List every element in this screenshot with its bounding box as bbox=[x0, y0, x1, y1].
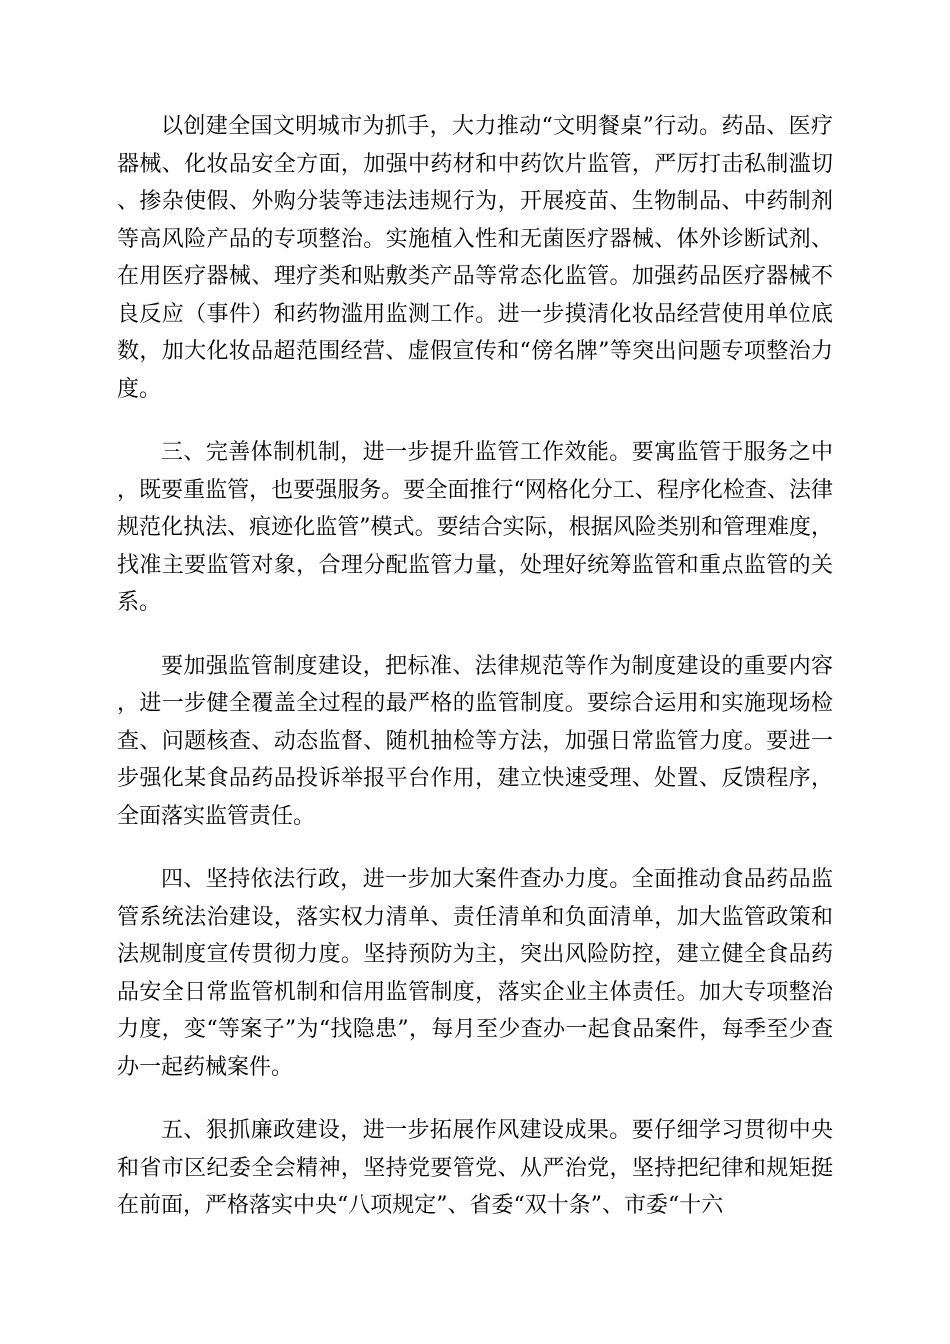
paragraph-section-four: 四、坚持依法行政，进一步加大案件查办力度。全面推动食品药品监管系统法治建设，落实权力清单、责任清单和负面清单，加大监管政策和法规制度宣传贯彻力度。坚持预防为主，突出风险防控，建立健全食品药品安全日常监管机制和信用监管制度，落实企业主体责任。加大专项整治力度，变“等案子”为“找隐患”，每月至少查办一起食品案件，每季至少查办一起药械案件。 bbox=[117, 867, 833, 1080]
paragraph-section-three: 三、完善体制机制，进一步提升监管工作效能。要寓监管于服务之中，既要重监管，也要强服务。要全面推行“网格化分工、程序化检查、法律规范化执法、痕迹化监管”模式。要结合实际，根据风险类别和管理难度，找准主要监管对象，合理分配监管力量，处理好统筹监管和重点监管的关系。 bbox=[117, 440, 833, 615]
paragraph-section-five: 五、狠抓廉政建设，进一步拓展作风建设成果。要仔细学习贯彻中央和省市区纪委全会精神，坚持党要管党、从严治党，坚持把纪律和规矩挺在前面，严格落实中央“八项规定”、省委“双十条”、市委“十六 bbox=[117, 1118, 833, 1218]
paragraph-food-drug-safety: 以创建全国文明城市为抓手，大力推动“文明餐桌”行动。药品、医疗器械、化妆品安全方面，加强中药材和中药饮片监管，严厉打击私制滥切、掺杂使假、外购分装等违法违规行为，开展疫苗、生物制品、中药制剂等高风险产品的专项整治。实施植入性和无菌医疗器械、体外诊断试剂、在用医疗器械、理疗类和贴敷类产品等常态化监管。加强药品医疗器械不良反应（事件）和药物滥用监测工作。进一步摸清化妆品经营使用单位底数，加大化妆品超范围经营、虚假宣传和“傍名牌”等突出问题专项整治力度。 bbox=[117, 114, 833, 402]
document-body bbox=[117, 108, 833, 1251]
paragraph-supervision-system: 要加强监管制度建设，把标准、法律规范等作为制度建设的重要内容，进一步健全覆盖全过程的最严格的监管制度。要综合运用和实施现场检查、问题核查、动态监督、随机抽检等方法，加强日常监管力度。要进一步强化某食品药品投诉举报平台作用，建立快速受理、处置、反馈程序，全面落实监管责任。 bbox=[117, 653, 833, 829]
